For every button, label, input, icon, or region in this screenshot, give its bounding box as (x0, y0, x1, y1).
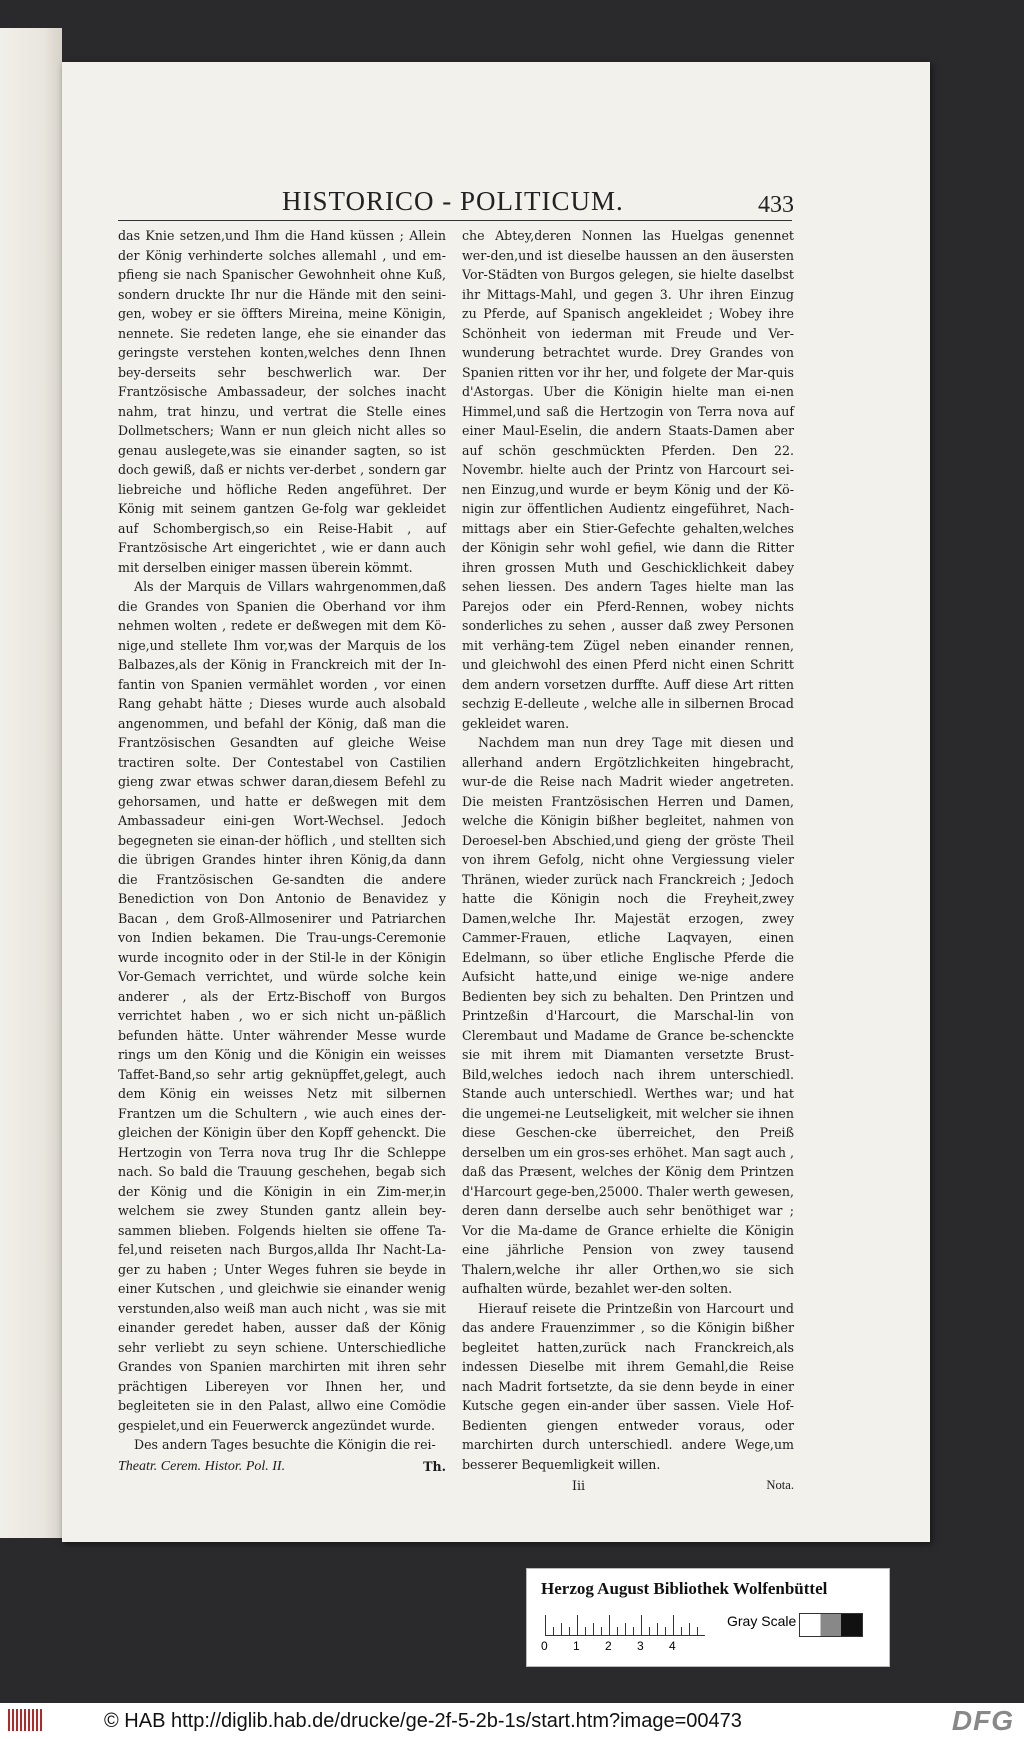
library-stamp (526, 1568, 890, 1667)
footer-copyright-url[interactable]: © HAB http://diglib.hab.de/drucke/ge-2f-5-2b-1s/start.htm?image=00473 (104, 1710, 742, 1732)
scale-ruler (545, 1615, 705, 1636)
text-column-right (462, 226, 794, 1496)
right-paragraph: Nachdem man nun drey Tage mit diesen und allerhand andern Ergötzlichkeiten hingebracht, wur-de die Reise nach Madrit wieder angetreten. Die meisten Frantzösischen Herren und Damen, welche die Königin bißher begleitet, nahmen von Deroesel-ben Abschied,und gieng der gröste Theil von ihrem Gefolg, nicht ohne Vergiessung vieler Thränen, wieder zurück nach Franckreich ; Jedoch hatte die Königin noch die Freyheit,zwey Damen,welche Ihr. Majestät erzogen, zwey Cammer-Frauen, etliche Laqvayen, einen Edelmann, so über etliche Englische Pferde die Aufsicht hatte,und einige we-nige andere Bedienten bey sich zu behalten. Den Printzen und Printzeßin d'Harcourt, die Marschal-lin von Clerembaut und Madame de Grance be-schenckte sie mit ihrem mit Diamanten versetzte Brust-Bild,welches iedoch nach ihrem unterschiedl. Stande auch unterschiedl. Werthes war; und hat die ungemei-ne Leutseligkeit, mit welcher sie ihnen diese Geschen-cke überreichet, den Preiß derselben um ein gros-ses erhöhet. Man sagt auch , daß das Præsent, welches der König dem Printzen d'Harcourt gege-ben,25000. Thaler werth gewesen, deren dann derselbe auch sehr benöthiget war ; Vor die Ma-dame de Grance erhielte die Königin eine jährliche Pension von zwey tausend Thalern,welche ihr aller Orthen,wo sie sich aufhalten würde, bezahlet wer-den solten. (462, 735, 794, 1296)
text-column-left (118, 226, 446, 1476)
page-number: 433 (758, 192, 794, 218)
facing-page-edge (0, 28, 62, 1538)
ruler-number: 3 (637, 1639, 644, 1653)
right-paragraph: che Abtey,deren Nonnen las Huelgas genennet wer-den,und ist dieselbe haussen an den äusersten Vor-Städten von Burgos gelegen, sie hielte daselbst ihr Mittags-Mahl, und gegen 3. Uhr ihren Einzug zu Pferde, auf Spanisch angekleidet ; Wobey ihre Schönheit von iederman mit Freude und Ver-wunderung betrachtet wurde. Drey Grandes von Spanien ritten vor ihr her, und folgete der Mar-quis d'Astorgas. Uber die Königin hielte man ei-nen Himmel,und saß die Hertzogin von Terra nova auf einer Maul-Eselin, die andern Staats-Damen aber auf schön geschmückten Pferden. Den 22. Novembr. hielte auch der Printz von Harcourt sei-nen Einzug,und wurde er beym König und der Kö-nigin zur öffentlichen Audientz eingeführet, Nach-mittags aber ein Stier-Gefechte gehalten,welches der Königin sehr wohl gefiel, wie dann die Ritter ihren grossen Muth und Geschicklichkeit dabey sehen liessen. Des andern Tages hielte man las Parejos oder ein Pferd-Rennen, wobey nichts sonderliches zu sehen , ausser daß zwey Personen mit verhäng-tem Zügel neben einander rennen, und gleichwohl des einen Pferd nicht einen Schritt dem andern vorsetzen durffte. Auff diese Art ritten sechzig E-delleute , welche alle in silbernen Brocad gekleidet waren. (462, 228, 794, 731)
ruler-number: 1 (573, 1639, 580, 1653)
catchword: Th. (423, 1458, 446, 1474)
signature-mark: Iii (572, 1478, 586, 1493)
gray-scale-swatch (799, 1613, 863, 1637)
left-paragraph: Als der Marquis de Villars wahrgenommen,daß die Grandes von Spanien die Oberhand vor ihm nehmen wolten , redete er deßwegen mit dem Kö-nige,und stellete Ihm vor,was der Marquis de los Balbazes,als der König in Franckreich mit der In-fantin von Spanien vermählet worden , vor einen Rang gehabt hätte ; Dieses wurde auch alsobald angenommen, und befahl der König, daß man die Frantzösischen Gesandten auf gleiche Weise tractiren solte. Der Contestabel von Castilien gieng zwar etwas schwer daran,diesem Befehl zu gehorsamen, und hatte er deßwegen mit dem Ambassadeur eini-gen Wort-Wechsel. Jedoch begegneten sie einan-der höflich , und stellten sich die übrigen Grandes hinter ihren König,da dann die Frantzösischen Ge-sandten die andere Benediction von Don Antonio de Benavidez y Bacan , dem Groß-Allmosenirer und Patriarchen von Indien bekamen. Die Trau-ungs-Ceremonie wurde incognito oder in der Stil-le in der Königin Vor-Gemach verrichtet, und würde solche kein anderer , als der Ertz-Bischoff von Burgos verrichtet haben , wo er sich nicht un-päßlich befunden hätte. Unter währender Messe wurde rings um den König und die Königin ein weisses Taffet-Band,so sehr artig geknüpffet,gelegt, auch dem König ein weisses Netz mit silbernen Frantzen um die Schultern , wie auch eines der-gleichen der Königin über den Kopff gehenckt. Die Hertzogin von Terra nova trug Ihr die Schleppe nach. So bald die Trauung geschehen, begab sich der König und die Königin in ein Zim-mer,in welchem sie zwey Stunden gantz allein bey-sammen blieben. Folgends hielten sie offene Ta-fel,und reiseten nach Burgos,allda Ihr Nacht-La-ger zu haben ; Unter Weges fuhren sie beyde in einer Kutschen , und gleichwie sie einander wenig verstunden,also weiß man auch nicht , was sie mit einander geredet haben, ausser daß der König sehr verliebt zu seyn schiene. Unterschiedliche Grandes von Spanien marchirten mit ihren sehr prächtigen Libereyen vor Ihnen her, und begleiteten sie in den Palast, allwo eine Comödie gespielet,und ein Feuerwerck angezündet wurde. (118, 579, 446, 1433)
left-paragraph: Des andern Tages besuchte die Königin die rei- (134, 1437, 436, 1452)
dfg-logo: DFG (951, 1705, 1014, 1736)
footnote-reference: Theatr. Cerem. Histor. Pol. II. (118, 1458, 286, 1474)
right-paragraph: Hierauf reisete die Printzeßin von Harcourt und das andere Frauenzimmer , so die Königin bißher begleitet hatten,zurück nach Franckreich,als indessen Dieselbe mit ihrem Gemahl,die Reise nach Madrit fortsetzte, da sie denn beyde in einer Kutsche gegen ein-ander über sassen. Viele Hof-Bedienten giengen entweder voraus, oder marchirten durch unterschiedl. andere Wege,um besserer Bequemligkeit willen. (462, 1300, 794, 1472)
library-name: Herzog August Bibliothek Wolfenbüttel (541, 1579, 828, 1598)
left-paragraph: das Knie setzen,und Ihm die Hand küssen ; Allein der König verhinderte solches allemahl , und em-pfieng sie nach Spanischer Gewohnheit ohne Kuß, sondern druckte Ihr nur die Hände mit den seini-gen, wobey er sie öffters Mireina, meine Königin, nennete. Sie redeten lange, ehe sie einander das geringste verstehen konten,welches denn Ihnen bey-derseits sehr beschwerlich war. Der Frantzösische Ambassadeur, der solches inacht nahm, trat hinzu, und vertrat die Stelle eines Dollmetschers; Wann er nun gleich nicht alles so genau auslegete,was sie einander sagten, so ist doch gewiß, daß er nichts ver-derbet , sondern gar liebreiche und höfliche Reden angeführet. Der König mit seinem gantzen Ge-folg war gekleidet auf Schombergisch,so ein Reise-Habit , auf Frantzösische Art eingerichtet , wie er dann auch mit derselben einiger massen überein kömmt. (118, 228, 446, 575)
ruler-number: 2 (605, 1639, 612, 1653)
hab-logo-icon (8, 1709, 42, 1731)
head-rule (118, 220, 792, 221)
footer-bar (0, 1703, 1024, 1739)
gray-scale-label: Gray Scale (727, 1613, 797, 1629)
ruler-number: 4 (669, 1639, 676, 1653)
running-head-title: HISTORICO - POLITICUM. (282, 186, 624, 216)
ruler-number: 0 (541, 1639, 548, 1653)
catchword: Nota. (766, 1478, 794, 1492)
